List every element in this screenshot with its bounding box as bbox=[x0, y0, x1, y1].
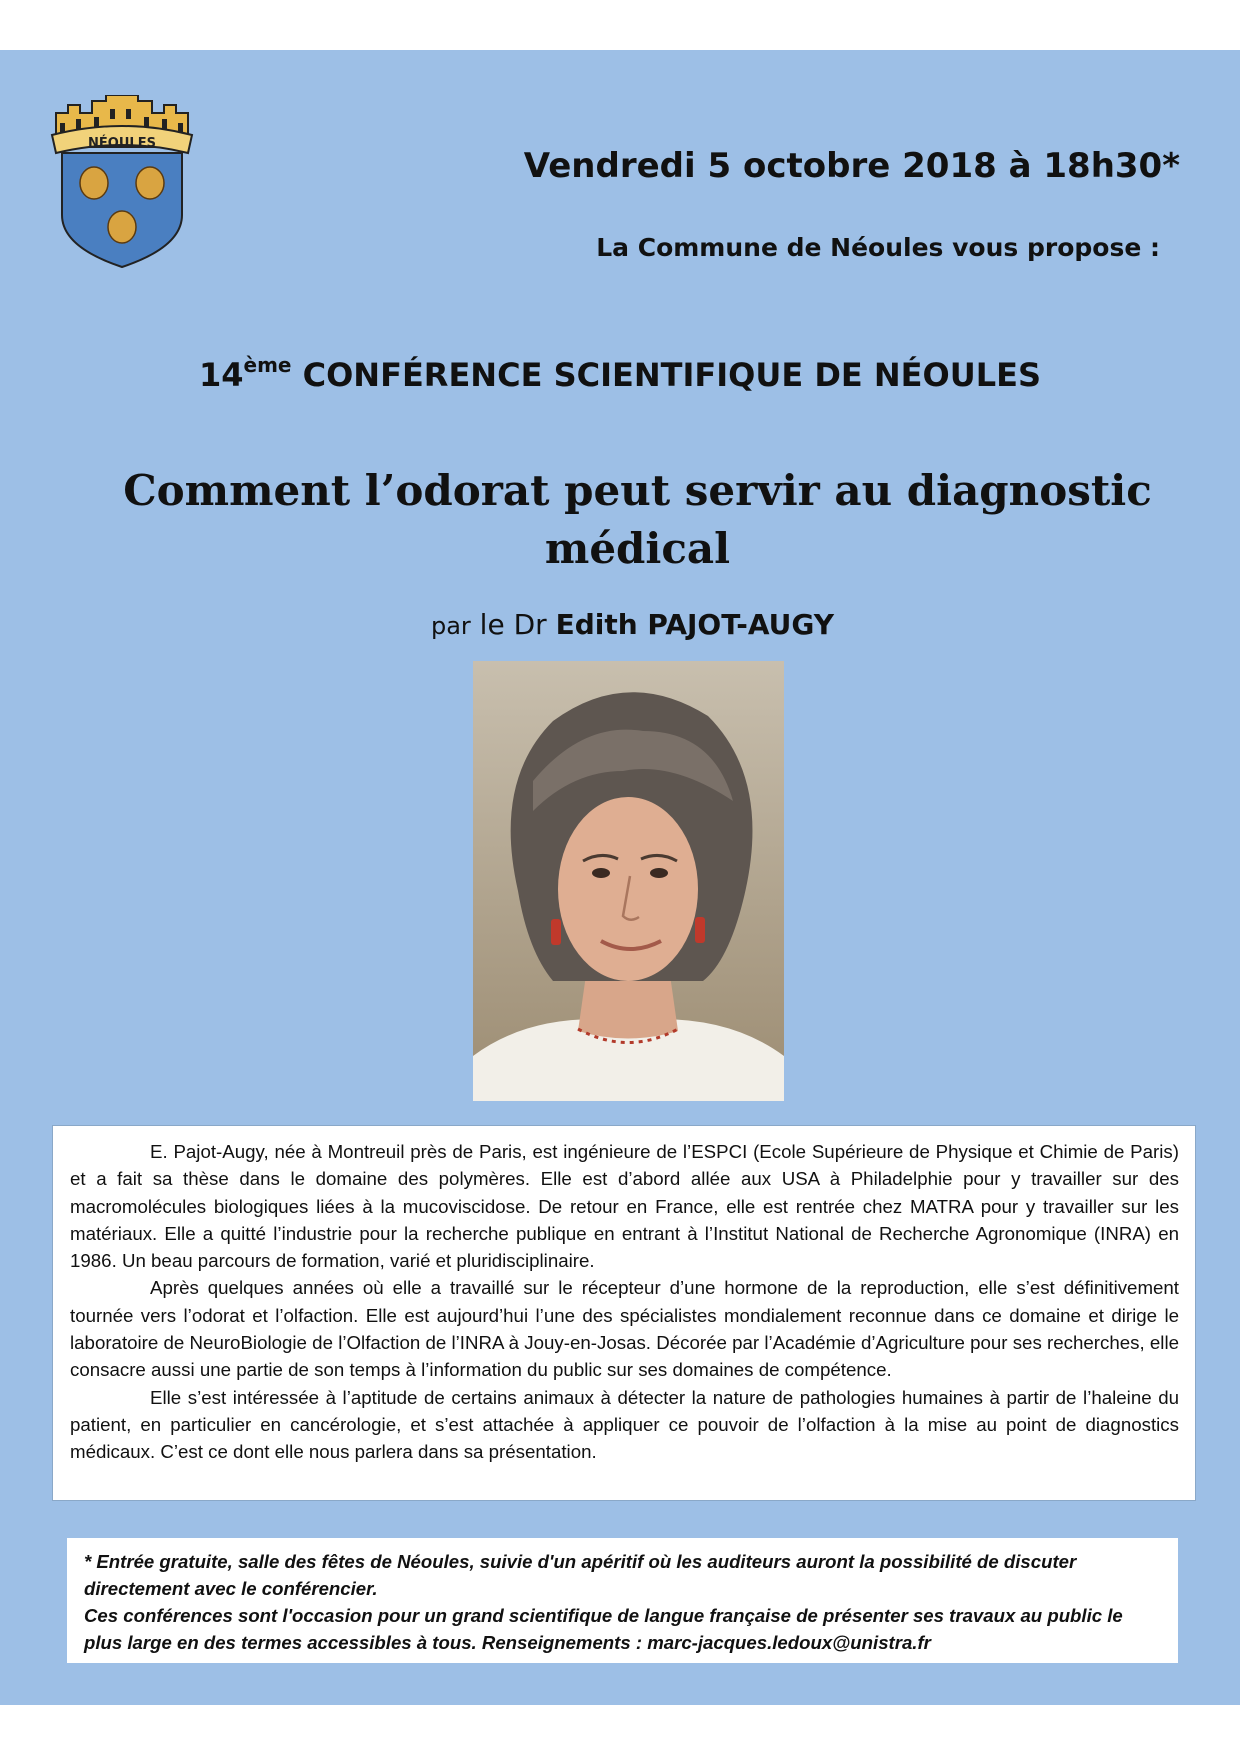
speaker-biography bbox=[52, 1125, 1196, 1501]
event-date: Vendredi 5 octobre 2018 à 18h30* bbox=[523, 146, 1180, 186]
bio-paragraph: E. Pajot-Augy, née à Montreuil près de Paris, est ingénieure de l’ESPCI (Ecole Supérieure de Physique et Chimie de Paris) et a fait sa thèse dans le domaine des polymères. Elle est d’abord allée aux USA à Philadelphie pour y travailler sur des macromolécules biologiques liées à la mucoviscidose. De retour en France, elle est rentrée chez MATRA pour y travailler sur les matériaux. Elle a quitté l’industrie pour la recherche publique en entrant à l’Institut National de Recherche Agronomique (INRA) en 1986. Un beau parcours de formation, varié et pluridisciplinaire. bbox=[70, 1141, 1179, 1272]
bio-paragraph: Après quelques années où elle a travaillé sur le récepteur d’une hormone de la reproduction, elle s’est définitivement tournée vers l’odorat et l’olfaction. Elle est aujourd’hui l’une des spécialistes mondialement reconnue dans ce domaine et dirige le laboratoire de NeuroBiologie de l’Olfaction de l’INRA à Jouy-en-Josas. Décorée par l’Académie d’Agriculture pour ses recherches, elle consacre aussi une partie de son temps à l’information du public sur ses domaines de compétence. bbox=[70, 1277, 1179, 1381]
crest-label: NÉOULES bbox=[88, 136, 156, 151]
conference-ordinal: ème bbox=[243, 353, 292, 377]
admission-note: * Entrée gratuite, salle des fêtes de Néoules, suivie d'un apéritif où les auditeurs auront la possibilité de discuter directement avec le conférencier. bbox=[84, 1551, 1077, 1599]
neoules-crest-icon bbox=[48, 95, 196, 270]
speaker-by: par bbox=[430, 612, 471, 640]
conference-name: CONFÉRENCE SCIENTIFIQUE DE NÉOULES bbox=[302, 356, 1042, 394]
speaker-portrait-icon bbox=[473, 661, 784, 1101]
conference-number: 14 bbox=[198, 356, 244, 394]
speaker-prefix: le Dr bbox=[479, 608, 547, 641]
speaker-line bbox=[0, 608, 1240, 641]
contact-note: Ces conférences sont l'occasion pour un grand scientifique de langue française de présenter ses travaux au public le plus large en des termes accessibles à tous. Renseignements : marc-jacques.ledoux@unistra.fr bbox=[84, 1605, 1123, 1653]
talk-title: Comment l’odorat peut servir au diagnostic médical bbox=[123, 466, 1152, 573]
organizer-line: La Commune de Néoules vous propose : bbox=[596, 233, 1160, 262]
bio-paragraph: Elle s’est intéressée à l’aptitude de certains animaux à détecter la nature de pathologies humaines à partir de l’haleine du patient, en particulier en cancérologie, et s’est attachée à appliquer ce pouvoir de l’olfaction à la mise au point de diagnostics médicaux. C’est ce dont elle nous parlera dans sa présentation. bbox=[70, 1386, 1179, 1463]
speaker-name: Edith PAJOT-AUGY bbox=[555, 608, 835, 641]
conference-heading bbox=[0, 353, 1240, 394]
practical-info-box bbox=[67, 1538, 1178, 1663]
